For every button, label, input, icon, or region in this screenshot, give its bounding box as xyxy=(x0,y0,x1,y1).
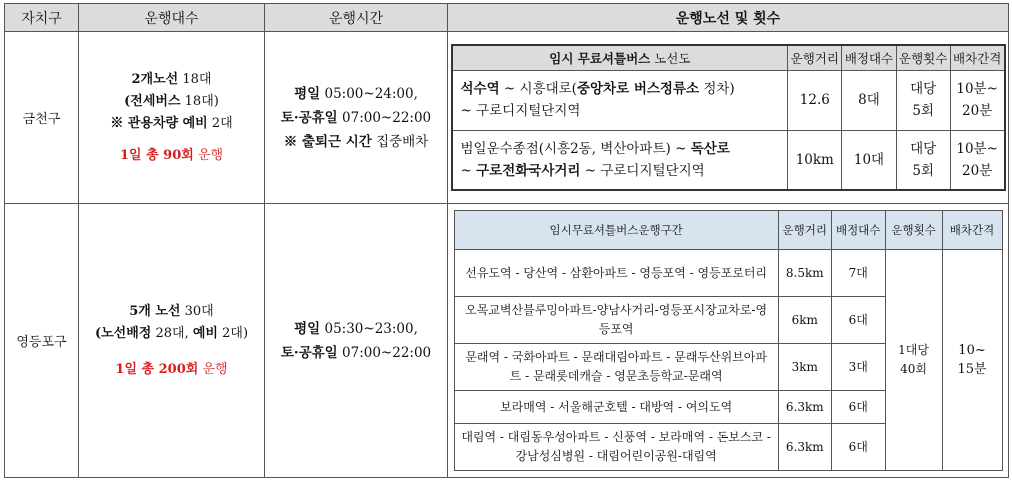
district-yeongdeungpo: 영등포구 xyxy=(5,204,79,478)
geumcheon-header-distance: 운행거리 xyxy=(788,45,842,71)
geumcheon-buses-1: 8대 xyxy=(842,70,896,130)
geumcheon-routes-cell xyxy=(448,32,1009,204)
yeongdeungpo-route-row xyxy=(454,250,1002,297)
geumcheon-distance-2: 10km xyxy=(788,130,842,190)
geumcheon-buses-2: 10대 xyxy=(842,130,896,190)
header-vehicles: 운행대수 xyxy=(79,4,265,32)
geumcheon-trips-1: 대당 5회 xyxy=(896,70,950,130)
geumcheon-note: ※ 출퇴근 시간 집중배차 xyxy=(283,133,429,150)
yeongdeungpo-distance-4: 6.3km xyxy=(778,391,831,424)
geumcheon-header-trips: 운행횟수 xyxy=(896,45,950,71)
geumcheon-interval-1: 10분~ 20분 xyxy=(950,70,1004,130)
yeongdeungpo-hours xyxy=(265,204,448,478)
yeongdeungpo-total: 1일 총 200회 운행 xyxy=(115,361,228,377)
geumcheon-vehicles xyxy=(79,32,265,204)
yeongdeungpo-header-trips: 운행횟수 xyxy=(885,211,942,250)
yeongdeungpo-vehicles-line2: (노선배정 28대, 예비 2대) xyxy=(94,325,249,341)
yeongdeungpo-buses-4: 6대 xyxy=(831,391,885,424)
geumcheon-route-row xyxy=(452,130,1005,190)
geumcheon-route-title: 임시 무료셔틀버스 노선도 xyxy=(452,45,788,71)
header-routes-rest: 및 횟수 xyxy=(729,10,781,27)
geumcheon-row xyxy=(5,32,1009,204)
yeongdeungpo-buses-3: 3대 xyxy=(831,344,885,391)
yeongdeungpo-buses-2: 6대 xyxy=(831,297,885,344)
yeongdeungpo-row xyxy=(5,204,1009,478)
geumcheon-vehicles-line2: (전세버스 18대) xyxy=(124,93,219,109)
geumcheon-route-table xyxy=(451,44,1006,192)
yeongdeungpo-buses-1: 7대 xyxy=(831,250,885,297)
header-routes xyxy=(448,4,1009,32)
district-geumcheon: 금천구 xyxy=(5,32,79,204)
yeongdeungpo-vehicles-line1: 5개 노선 30대 xyxy=(129,303,214,319)
yeongdeungpo-route-2: 오목교벽산블루밍아파트-양남사거리-영등포시장교차로-영등포역 xyxy=(454,297,778,344)
geumcheon-route-1: 석수역 ~ 시흥대로(중앙차로 버스정류소 정차) ~ 구로디지털단지역 xyxy=(452,70,788,130)
yeongdeungpo-header-distance: 운행거리 xyxy=(778,211,831,250)
geumcheon-distance-1: 12.6 xyxy=(788,70,842,130)
header-district: 자치구 xyxy=(5,4,79,32)
header-row xyxy=(5,4,1009,32)
yeongdeungpo-header-buses: 배정대수 xyxy=(831,211,885,250)
geumcheon-hours xyxy=(265,32,448,204)
header-routes-bold: 운행노선 xyxy=(675,10,730,27)
shuttle-bus-table xyxy=(4,3,1009,478)
yeongdeungpo-trips: 1대당 40회 xyxy=(885,250,942,471)
yeongdeungpo-route-title: 임시무료셔틀버스운행구간 xyxy=(454,211,778,250)
yeongdeungpo-distance-1: 8.5km xyxy=(778,250,831,297)
yeongdeungpo-route-5: 대림역 - 대림동우성아파트 - 신풍역 - 보라매역 - 돈보스코 - 강남성심병원 - 대림어린이공원-대림역 xyxy=(454,424,778,471)
geumcheon-route-header xyxy=(452,45,1005,71)
yeongdeungpo-route-3: 문래역 - 국화아파트 - 문래대림아파트 - 문래두산위브아파트 - 문래롯데캐슬 - 영문초등학교-문래역 xyxy=(454,344,778,391)
yeongdeungpo-distance-5: 6.3km xyxy=(778,424,831,471)
yeongdeungpo-weekday: 평일 05:30~23:00, xyxy=(294,320,418,337)
geumcheon-header-interval: 배차간격 xyxy=(950,45,1004,71)
yeongdeungpo-vehicles xyxy=(79,204,265,478)
geumcheon-vehicles-line1: 2개노선 18대 xyxy=(131,71,212,87)
yeongdeungpo-holiday: 토·공휴일 07:00~22:00 xyxy=(280,344,432,361)
geumcheon-route-row xyxy=(452,70,1005,130)
geumcheon-header-buses: 배정대수 xyxy=(842,45,896,71)
geumcheon-trips-2: 대당 5회 xyxy=(896,130,950,190)
header-hours: 운행시간 xyxy=(265,4,448,32)
yeongdeungpo-route-1: 선유도역 - 당산역 - 삼환아파트 - 영등포역 - 영등포로터리 xyxy=(454,250,778,297)
yeongdeungpo-routes-cell xyxy=(448,204,1009,478)
geumcheon-route-2: 범일운수종점(시흥2동, 벽산아파트) ~ 독산로 ~ 구로전화국사거리 ~ 구로디지털단지역 xyxy=(452,130,788,190)
yeongdeungpo-route-table xyxy=(454,210,1003,471)
geumcheon-interval-2: 10분~ 20분 xyxy=(950,130,1004,190)
yeongdeungpo-distance-2: 6km xyxy=(778,297,831,344)
geumcheon-vehicles-line3: ※ 관용차량 예비 2대 xyxy=(110,115,233,131)
geumcheon-holiday: 토·공휴일 07:00~22:00 xyxy=(280,109,432,126)
geumcheon-weekday: 평일 05:00~24:00, xyxy=(294,85,418,102)
yeongdeungpo-route-header xyxy=(454,211,1002,250)
yeongdeungpo-route-4: 보라매역 - 서울해군호텔 - 대방역 - 여의도역 xyxy=(454,391,778,424)
yeongdeungpo-header-interval: 배차간격 xyxy=(942,211,1002,250)
yeongdeungpo-interval: 10~ 15분 xyxy=(942,250,1002,471)
geumcheon-total: 1일 총 90회 운행 xyxy=(119,147,224,163)
yeongdeungpo-distance-3: 3km xyxy=(778,344,831,391)
yeongdeungpo-buses-5: 6대 xyxy=(831,424,885,471)
